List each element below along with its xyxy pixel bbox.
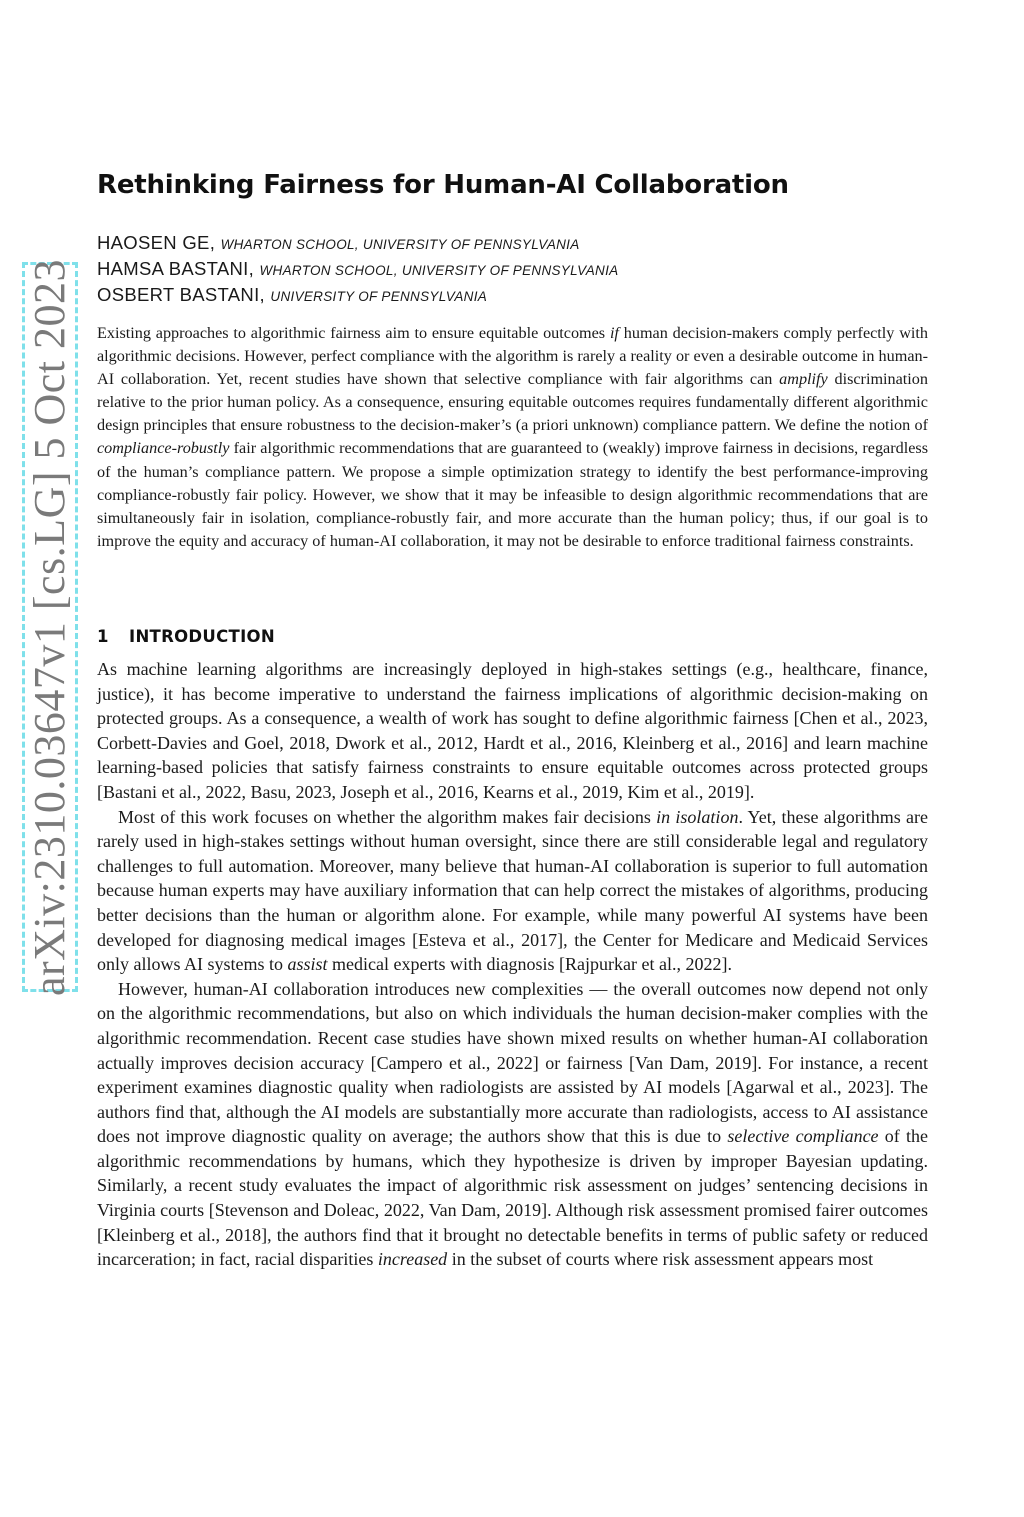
abstract: Existing approaches to algorithmic fairness aim to ensure equitable outcomes if human decision-makers comply perfectly with algorithmic decisions. However, perfect compliance with the algorithm is rarely a reality or even a desirable outcome in human-AI collaboration. Yet, recent studies have shown that selective compliance with fair algorithms can amplify discrimination relative to the prior human policy. As a consequence, ensuring equitable outcomes requires fundamentally different algorithmic design principles that ensure robustness to the decision-maker’s (a priori unknown) compliance pattern. We define the notion of compliance-robustly fair algorithmic recommendations that are guaranteed to (weakly) improve fairness in decisions, regardless of the human’s compliance pattern. We propose a simple optimization strategy to identify the best performance-improving compliance-robustly fair policy. However, we show that it may be infeasible to design algorithmic recommendations that are simultaneously fair in isolation, compliance-robustly fair, and more accurate than the human policy; thus, if our goal is to improve the equity and accuracy of human-AI collaboration, it may not be desirable to enforce traditional fairness constraints. [97, 324, 928, 550]
emphasis-increased: increased [377, 1249, 448, 1270]
paragraph-2: Most of this work focuses on whether the algorithm makes fair decisions in isolation. Yet, these algorithms are rarely used in high-stakes settings without human oversight, since there are still considerable legal and regulatory challenges to full automation. Moreover, many believe that human-AI collaboration is superior to full automation because human experts may have auxiliary information that can help correct the mistakes of algorithms, producing better decisions than the human or algorithm alone. For example, while many powerful AI systems have been developed for diagnosing medical images [Esteva et al., 2017], the Center for Medicare and Medicaid Services only allows AI systems to assist medical experts with diagnosis [Rajpurkar et al., 2022]. [97, 806, 929, 975]
emphasis-in-isolation: in isolation [656, 806, 739, 827]
emphasis-if: if [609, 324, 619, 342]
emphasis-assist: assist [287, 954, 328, 975]
author-affiliation: UNIVERSITY OF PENNSYLVANIA [270, 289, 488, 304]
arxiv-identifier-text: arXiv:2310.03647v1 [cs.LG] 5 Oct 2023 [25, 258, 75, 996]
paragraph-3: However, human-AI collaboration introduces new complexities — the overall outcomes now depend not only on the algorithmic recommendations, but also on which individuals the human decision-maker complies with the algorithmic recommendation. Recent case studies have shown mixed results on whether human-AI collaboration actually improves decision accuracy [Campero et al., 2022] or fairness [Van Dam, 2019]. For instance, a recent experiment examines diagnostic quality when radiologists are assisted by AI models [Agarwal et al., 2023]. The authors find that, although the AI models are substantially more accurate than radiologists, access to AI assistance does not improve diagnostic quality on average; the authors show that this is due to selective compliance of the algorithmic recommendations by humans, which they hypothesize is driven by improper Bayesian updating. Similarly, a recent study evaluates the impact of algorithmic risk assessment on judges’ sentencing decisions in Virginia courts [Stevenson and Doleac, 2022, Van Dam, 2019]. Although risk assessment promised fairer outcomes [Kleinberg et al., 2018], the authors find that it brought no detectable benefits in terms of public safety or reduced incarceration; in fact, racial disparities increased in the subset of courts where risk assessment appears most [97, 978, 928, 1270]
author-affiliation: WHARTON SCHOOL, UNIVERSITY OF PENNSYLVANIA [220, 237, 580, 252]
author-name: HAOSEN GE, [97, 232, 216, 253]
author-line [97, 230, 618, 256]
section-title: INTRODUCTION [129, 627, 275, 646]
section-number: 1 [97, 627, 109, 646]
author-list [97, 230, 618, 308]
arxiv-identifier-stamp [22, 258, 78, 996]
author-line [97, 282, 618, 308]
author-name: OSBERT BASTANI, [97, 284, 265, 305]
emphasis-compliance-robustly: compliance-robustly [97, 439, 230, 458]
author-line [97, 256, 618, 282]
paper-title: Rethinking Fairness for Human-AI Collaboration [97, 170, 789, 200]
section-heading-introduction [97, 627, 275, 646]
introduction-body [97, 657, 928, 1272]
emphasis-selective-compliance: selective compliance [727, 1126, 879, 1147]
author-name: HAMSA BASTANI, [97, 258, 255, 279]
paragraph-1: As machine learning algorithms are increasingly deployed in high-stakes settings (e.g., healthcare, finance, justice), it has become imperative to understand the fairness implications of algorithmic decision-making on protected groups. As a consequence, a wealth of work has sought to define algorithmic fairness [Chen et al., 2023, Corbett-Davies and Goel, 2018, Dwork et al., 2012, Hardt et al., 2016, Kleinberg et al., 2016] and learn machine learning-based policies that satisfy fairness constraints to ensure equitable outcomes across protected groups [Bastani et al., 2022, Basu, 2023, Joseph et al., 2016, Kearns et al., 2019, Kim et al., 2019]. [97, 659, 928, 802]
author-affiliation: WHARTON SCHOOL, UNIVERSITY OF PENNSYLVANIA [259, 263, 619, 278]
emphasis-amplify: amplify [779, 370, 828, 389]
